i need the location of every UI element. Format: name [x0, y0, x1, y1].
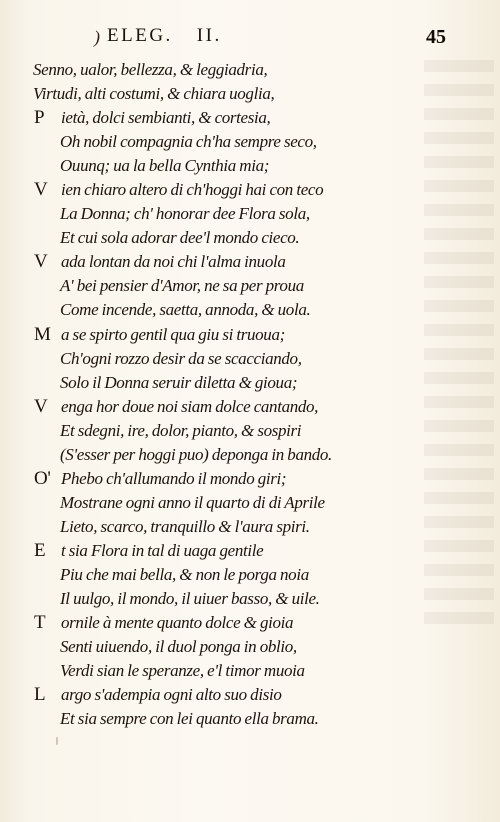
stanza-initial: V — [34, 179, 48, 201]
verse-line — [30, 371, 470, 395]
verse-text: enga hor doue noi siam dolce cantando, — [61, 396, 319, 416]
verse-line — [30, 106, 470, 130]
header-title — [107, 25, 222, 47]
verse-line — [30, 563, 470, 587]
verse-line — [30, 515, 470, 539]
verse-text: (S'esser per hoggi puo) deponga in bando. — [60, 444, 332, 464]
verse-text: Piu che mai bella, & non le porga noia — [60, 564, 309, 584]
stanza-initial: E — [34, 539, 46, 561]
verse-text: Et cui sola adorar dee'l mondo cieco. — [60, 228, 300, 248]
verse-line — [30, 298, 470, 322]
verse-line — [30, 395, 470, 419]
verse-line — [30, 154, 470, 178]
verse-line — [30, 419, 470, 443]
poem-body — [30, 58, 470, 731]
verse-text: Il uulgo, il mondo, il uiuer basso, & uile. — [60, 589, 320, 609]
verse-text: Et sia sempre con lei quanto ella brama. — [60, 709, 319, 729]
verse-text: La Donna; ch' honorar dee Flora sola, — [60, 204, 310, 224]
header-brace: ) — [94, 27, 100, 47]
verse-text: t sia Flora in tal di uaga gentile — [61, 540, 264, 560]
stanza-initial: L — [34, 684, 46, 706]
verse-text: Verdi sian le speranze, e'l timor muoia — [60, 661, 305, 681]
verse-text: ada lontan da noi chi l'alma inuola — [61, 252, 286, 272]
stanza-initial: V — [34, 395, 48, 417]
stanza-initial: V — [34, 251, 48, 273]
verse-text: a se spirto gentil qua giu si truoua; — [61, 324, 285, 344]
verse-line — [30, 635, 470, 659]
verse-line — [30, 274, 470, 298]
verse-line — [30, 226, 470, 250]
verse-line — [30, 491, 470, 515]
verse-line — [30, 539, 470, 563]
verse-line — [30, 178, 470, 202]
verse-line — [30, 707, 470, 731]
verse-text: ien chiaro altero di ch'hoggi hai con teco — [61, 180, 324, 200]
running-header — [86, 22, 446, 52]
header-roman-numeral: II. — [196, 25, 222, 46]
header-title-text: ELEG. — [107, 25, 173, 46]
verse-text: Senti uiuendo, il duol ponga in oblio, — [60, 637, 297, 657]
verse-line — [30, 443, 470, 467]
stanza-initial: M — [34, 323, 51, 345]
verse-text: Lieto, scarco, tranquillo & l'aura spiri. — [60, 516, 310, 536]
verse-text: Solo il Donna seruir diletta & gioua; — [60, 372, 298, 392]
verse-text: ornile à mente quanto dolce & gioia — [61, 613, 294, 633]
verse-text: argo s'adempia ogni alto suo disio — [61, 685, 282, 705]
verse-text: Ch'ogni rozzo desir da se scacciando, — [60, 348, 302, 368]
verse-text: Et sdegni, ire, dolor, pianto, & sospiri — [60, 420, 302, 440]
verse-line — [30, 611, 470, 635]
stanza-initial: P — [34, 107, 45, 129]
verse-text: Come incende, saetta, annoda, & uola. — [60, 300, 311, 320]
verse-line — [30, 58, 470, 82]
verse-line — [30, 323, 470, 347]
verse-line — [30, 202, 470, 226]
verse-line — [30, 250, 470, 274]
verse-text: Mostrane ogni anno il quarto di di Aprile — [60, 492, 325, 512]
verse-text: ietà, dolci sembianti, & cortesia, — [61, 108, 271, 128]
verse-text: Ouunq; ua la bella Cynthia mia; — [60, 156, 270, 176]
verse-text: Senno, ualor, bellezza, & leggiadria, — [33, 60, 268, 79]
verse-line — [30, 683, 470, 707]
verse-line — [30, 130, 470, 154]
verse-text: Oh nobil compagnia ch'ha sempre seco, — [60, 132, 317, 152]
verse-text: Virtudi, alti costumi, & chiara uoglia, — [33, 84, 275, 104]
page-number: 45 — [426, 26, 446, 48]
verse-line — [30, 659, 470, 683]
verse-line — [30, 347, 470, 371]
verse-text: A' bei pensier d'Amor, ne sa per proua — [60, 276, 304, 296]
verse-line — [30, 467, 470, 491]
verse-text: Phebo ch'allumando il mondo giri; — [61, 468, 287, 488]
ink-mark — [56, 737, 58, 745]
verse-line — [30, 82, 470, 106]
stanza-initial: T — [34, 612, 46, 634]
verse-line — [30, 587, 470, 611]
stanza-initial: O' — [34, 467, 51, 489]
